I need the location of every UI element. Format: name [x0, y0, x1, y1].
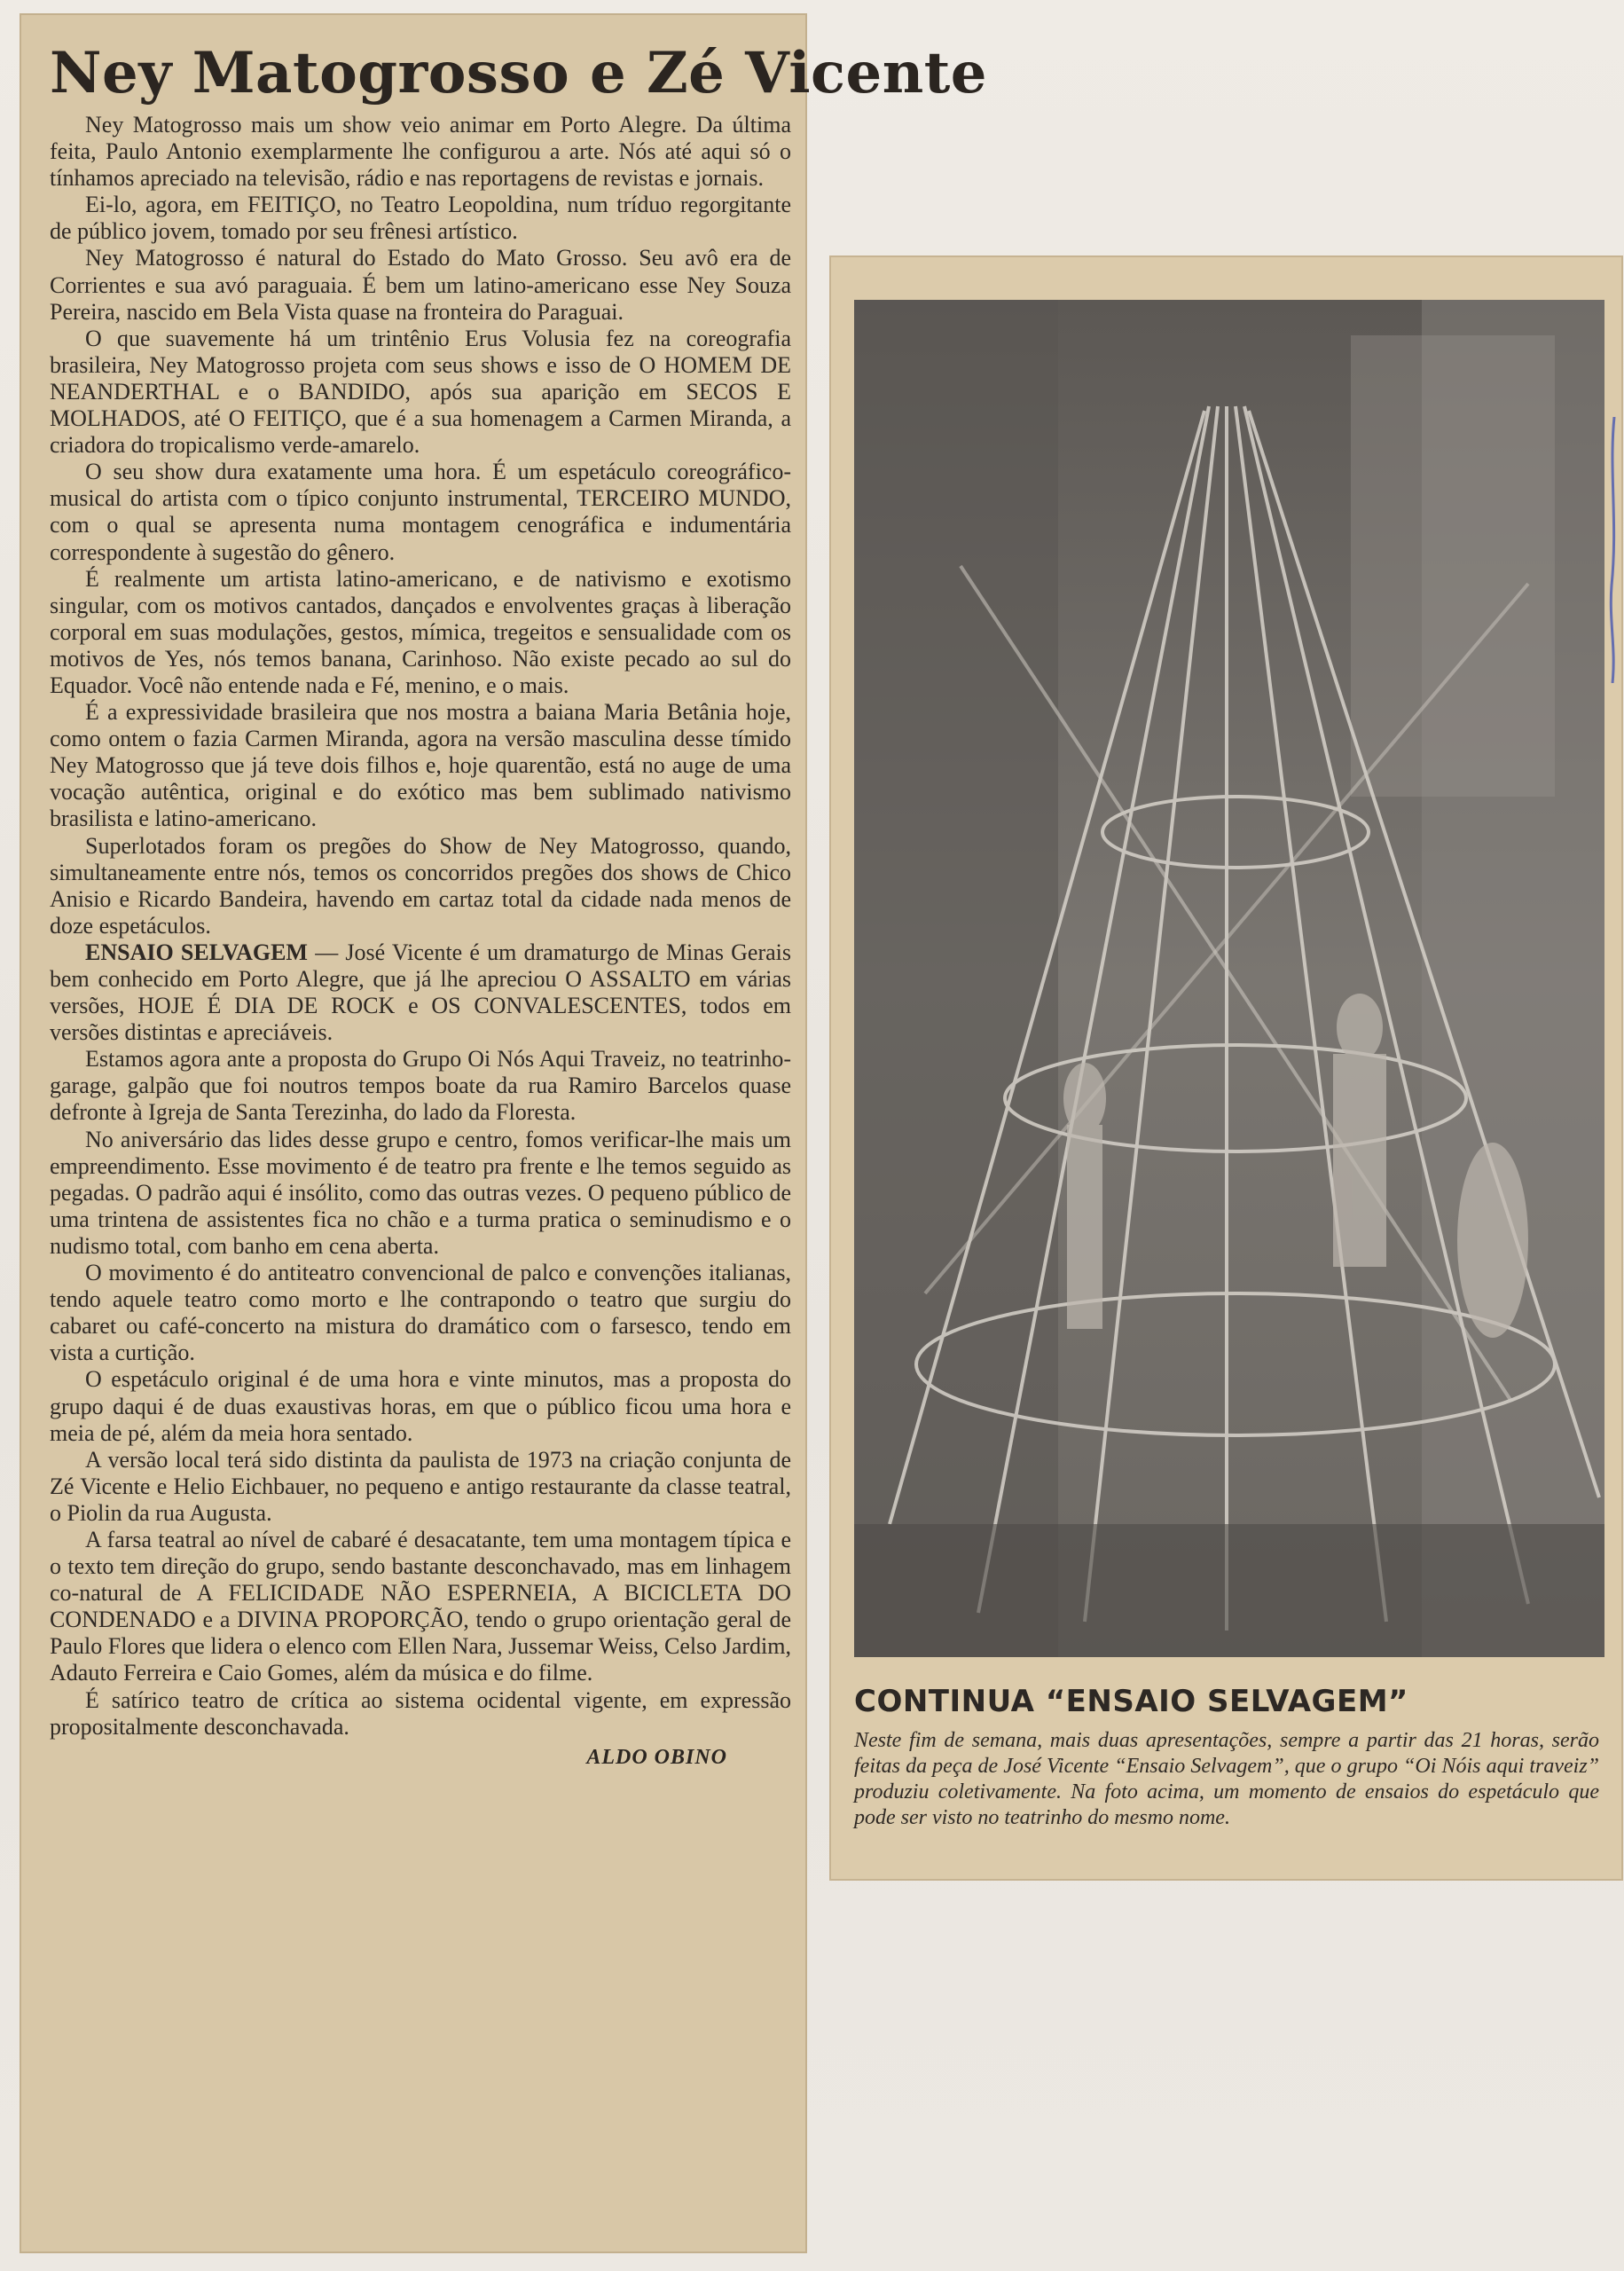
article-paragraph: Ney Matogrosso é natural do Estado do Mato Grosso. Seu avô era de Corrientes e sua avó paraguaia. É bem um latino-americano esse Ney Souza Pereira, nascido em Bela Vista quase na fronteira do Paraguai.	[50, 245, 791, 325]
article-paragraph: É a expressividade brasileira que nos mostra a baiana Maria Betânia hoje, como ontem o fazia Carmen Miranda, agora na versão masculina desse tímido Ney Matogrosso que já teve dois filhos e, hoje quarentão, está no auge de uma vocação autêntica, original e do exótico mas bem sublimado nativismo brasilista e latino-americano.	[50, 699, 791, 832]
article-paragraph: A versão local terá sido distinta da paulista de 1973 na criação conjunta de Zé Vicente e Helio Eichbauer, no pequeno e antigo restaurante da classe teatral, o Piolin da rua Augusta.	[50, 1446, 791, 1526]
section-lead-label: ENSAIO SELVAGEM	[85, 939, 308, 965]
article-title: Ney Matogrosso e Zé Vicente	[50, 40, 987, 106]
article-paragraph: Estamos agora ante a proposta do Grupo Oi Nós Aqui Traveiz, no teatrinho-garage, galpão que foi noutros tempos boate da rua Ramiro Barcelos quase defronte à Igreja de Santa Terezinha, do lado da Floresta.	[50, 1046, 791, 1126]
right-photo-clipping	[829, 255, 1623, 1881]
rehearsal-photo-image	[854, 300, 1604, 1657]
rehearsal-photo	[854, 300, 1604, 1657]
article-paragraph: O seu show dura exatamente uma hora. É um espetáculo coreográfico-musical do artista com o típico conjunto instrumental, TERCEIRO MUNDO, com o qual se apresenta numa montagem cenográfica e indumentária correspondente à sugestão do gênero.	[50, 459, 791, 565]
article-paragraph: O que suavemente há um trintênio Erus Volusia fez na coreografia brasileira, Ney Matogrosso projeta com seus shows e isso de O HOMEM DE NEANDERTHAL e o BANDIDO, após sua aparição em SECOS E MOLHADOS, até O FEITIÇO, que é a sua homenagem a Carmen Miranda, a criadora do tropicalismo verde-amarelo.	[50, 325, 791, 459]
article-paragraph: Ney Matogrosso mais um show veio animar em Porto Alegre. Da última feita, Paulo Antonio exemplarmente lhe configurou a arte. Nós até aqui só o tínhamos apreciado na televisão, rádio e nas reportagens de revistas e jornais.	[50, 112, 791, 192]
article-paragraph: No aniversário das lides desse grupo e centro, fomos verificar-lhe mais um empreendimento. Esse movimento é de teatro pra frente e lhe temos seguido as pegadas. O padrão aqui é insólito, como das outras vezes. O pequeno público de uma trintena de assistentes fica no chão e a turma pratica o seminudismo e o nudismo total, com banho em cena aberta.	[50, 1126, 791, 1259]
article-body	[50, 112, 791, 1741]
section-lead-text: — José Vicente é um dramaturgo de Minas Gerais bem conhecido em Porto Alegre, que já lhe apreciou O ASSALTO em várias versões, HOJE É DIA DE ROCK e OS CONVALESCENTES, todos em versões distintas e apreciáveis.	[50, 939, 792, 1046]
section-lead-paragraph	[50, 939, 791, 1046]
author-byline: ALDO OBINO	[586, 1745, 727, 1769]
photo-caption: Neste fim de semana, mais duas apresentações, sempre a partir das 21 horas, serão feitas da peça de José Vicente “Ensaio Selvagem”, que o grupo “Oi Nóis aqui traveiz” produziu coletivamente. Na foto acima, um momento de ensaios do espetáculo que pode ser visto no teatrinho do mesmo nome.	[854, 1729, 1599, 1829]
left-article-clipping	[20, 13, 987, 2253]
article-paragraph: O movimento é do antiteatro convencional de palco e convenções italianas, tendo aquele teatro como morto e lhe contrapondo o teatro que surgiu do cabaret ou café-concerto na mistura do dramático com o farsesco, tendo em vista a curtição.	[50, 1260, 791, 1366]
pen-mark	[1607, 417, 1620, 683]
article-paragraph: Superlotados foram os pregões do Show de Ney Matogrosso, quando, simultaneamente entre nós, temos os concorridos pregões dos shows de Chico Anisio e Ricardo Bandeira, havendo em cartaz total da cidade nada menos de doze espetáculos.	[50, 832, 791, 939]
article-paragraph: O espetáculo original é de uma hora e vinte minutos, mas a proposta do grupo daqui é de duas exaustivas horas, em que o público ficou uma hora e meia de pé, além da meia hora sentado.	[50, 1366, 791, 1446]
article-paragraph: A farsa teatral ao nível de cabaré é desacatante, tem uma montagem típica e o texto tem direção do grupo, sendo bastante desconchavado, mas em linhagem co-natural de A FELICIDADE NÃO ESPERNEIA, A BICICLETA DO CONDENADO e a DIVINA PROPORÇÃO, tendo o grupo orientação geral de Paulo Flores que lidera o elenco com Ellen Nara, Jussemar Weiss, Celso Jardim, Adauto Ferreira e Caio Gomes, além da música e do filme.	[50, 1526, 791, 1686]
article-paragraph: Ei-lo, agora, em FEITIÇO, no Teatro Leopoldina, num tríduo regorgitante de público jovem, tomado por seu frênesi artístico.	[50, 192, 791, 245]
photo-heading: CONTINUA “ENSAIO SELVAGEM”	[854, 1684, 1408, 1719]
article-paragraph: É realmente um artista latino-americano, e de nativismo e exotismo singular, com os motivos cantados, dançados e envolventes graças à liberação corporal em suas modulações, gestos, mímica, tregeitos e sensualidade com os motivos de Yes, nós temos banana, Carinhoso. Não existe pecado ao sul do Equador. Você não entende nada e Fé, menino, e o mais.	[50, 565, 791, 698]
article-paragraph: É satírico teatro de crítica ao sistema ocidental vigente, em expressão propositalmente desconchavada.	[50, 1686, 791, 1740]
